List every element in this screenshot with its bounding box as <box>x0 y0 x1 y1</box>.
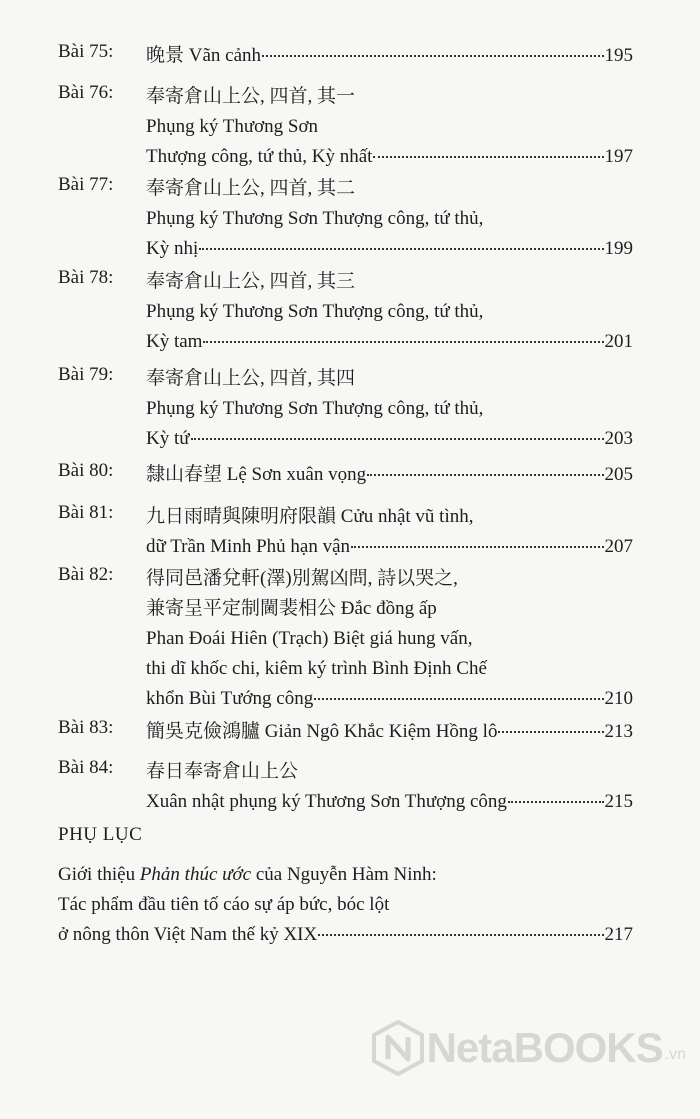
entry-title: dữ Trần Minh Phủ hạn vận <box>146 536 351 557</box>
page-number: 199 <box>604 238 633 259</box>
entry-title-line: 奉寄倉山上公, 四首, 其一 <box>146 86 356 107</box>
dot-leader <box>314 698 603 700</box>
entry-title: Kỳ tam <box>146 331 203 352</box>
dot-leader <box>508 801 604 803</box>
entry-title-line: Phụng ký Thương Sơn <box>146 116 319 137</box>
entry-number: Bài 83: <box>58 717 114 738</box>
entry-title-line: Phụng ký Thương Sơn Thượng công, tứ thủ, <box>146 208 484 229</box>
entry-number: Bài 84: <box>58 757 114 778</box>
entry-number: Bài 77: <box>58 174 114 195</box>
dot-leader <box>351 546 603 548</box>
entry-number: Bài 82: <box>58 564 114 585</box>
appendix-intro-prefix: Giới thiệu <box>58 864 140 885</box>
entry-title: Xuân nhật phụng ký Thương Sơn Thượng công <box>146 791 507 812</box>
page-number: 205 <box>604 464 633 485</box>
dot-leader <box>199 248 603 250</box>
page-number: 215 <box>604 791 633 812</box>
dot-leader <box>191 438 604 440</box>
page-number: 201 <box>604 331 633 352</box>
dot-leader <box>262 55 603 57</box>
appendix-line: Tác phẩm đầu tiên tố cáo sự áp bức, bóc lột <box>58 894 390 915</box>
entry-title: Thượng công, tứ thủ, Kỳ nhất <box>146 146 373 167</box>
page-number: 195 <box>604 45 633 66</box>
appendix-line <box>58 860 633 890</box>
entry-title-line: 奉寄倉山上公, 四首, 其三 <box>146 271 356 292</box>
dot-leader <box>367 474 603 476</box>
entry-title-line: 奉寄倉山上公, 四首, 其二 <box>146 178 356 199</box>
watermark-text: NetaBOOKS <box>426 1024 663 1071</box>
appendix-entry <box>58 860 633 950</box>
entry-title: 簡吳克儉鴻臚 Giản Ngô Khắc Kiệm Hồng lô <box>146 721 498 742</box>
entry-title-line: Phụng ký Thương Sơn Thượng công, tứ thủ, <box>146 398 484 419</box>
entry-title-line: 兼寄呈平定制閫裴相公 Đắc đồng ấp <box>146 598 437 619</box>
appendix-title-line: ở nông thôn Việt Nam thế kỷ XIX <box>58 924 318 945</box>
entry-title-line: thi dĩ khốc chi, kiêm ký trình Bình Định Chế <box>146 658 487 679</box>
entry-number: Bài 76: <box>58 82 114 103</box>
dot-leader <box>203 341 603 343</box>
appendix-work-title: Phản thúc ước <box>139 864 252 885</box>
appendix-intro-suffix: của Nguyễn Hàm Ninh: <box>251 864 437 885</box>
entry-title: Kỳ tứ <box>146 428 190 449</box>
entry-number: Bài 81: <box>58 502 114 523</box>
entry-title-line: Phan Đoái Hiên (Trạch) Biệt giá hung vấn, <box>146 628 473 649</box>
dot-leader <box>373 156 603 158</box>
watermark-suffix: .vn <box>664 1046 686 1063</box>
page-number: 210 <box>604 688 633 709</box>
page-number: 207 <box>604 536 633 557</box>
entry-title-line: 春日奉寄倉山上公 <box>146 761 299 782</box>
page-number: 213 <box>604 721 633 742</box>
entry-title: Kỳ nhị <box>146 238 199 259</box>
appendix-heading: PHỤ LỤC <box>58 824 143 845</box>
netabooks-logo-icon <box>369 1019 427 1077</box>
publisher-watermark <box>369 1019 686 1077</box>
entry-number: Bài 75: <box>58 41 114 62</box>
entry-title: khổn Bùi Tướng công <box>146 688 314 709</box>
entry-title: 晚景 Vãn cảnh <box>146 45 262 66</box>
entry-title-line: Phụng ký Thương Sơn Thượng công, tứ thủ, <box>146 301 484 322</box>
dot-leader <box>318 934 603 936</box>
entry-number: Bài 78: <box>58 267 114 288</box>
page-number: 203 <box>604 428 633 449</box>
entry-title-line: 九日雨晴與陳明府限韻 Cửu nhật vũ tình, <box>146 506 474 527</box>
page-number: 197 <box>604 146 633 167</box>
entry-title-line: 得同邑潘兌軒(澤)別駕凶問, 詩以哭之, <box>146 568 458 589</box>
page-number: 217 <box>604 924 633 945</box>
entry-number: Bài 79: <box>58 364 114 385</box>
dot-leader <box>498 731 603 733</box>
entry-title-line: 奉寄倉山上公, 四首, 其四 <box>146 368 356 389</box>
entry-number: Bài 80: <box>58 460 114 481</box>
entry-title: 隸山春望 Lệ Sơn xuân vọng <box>146 464 367 485</box>
